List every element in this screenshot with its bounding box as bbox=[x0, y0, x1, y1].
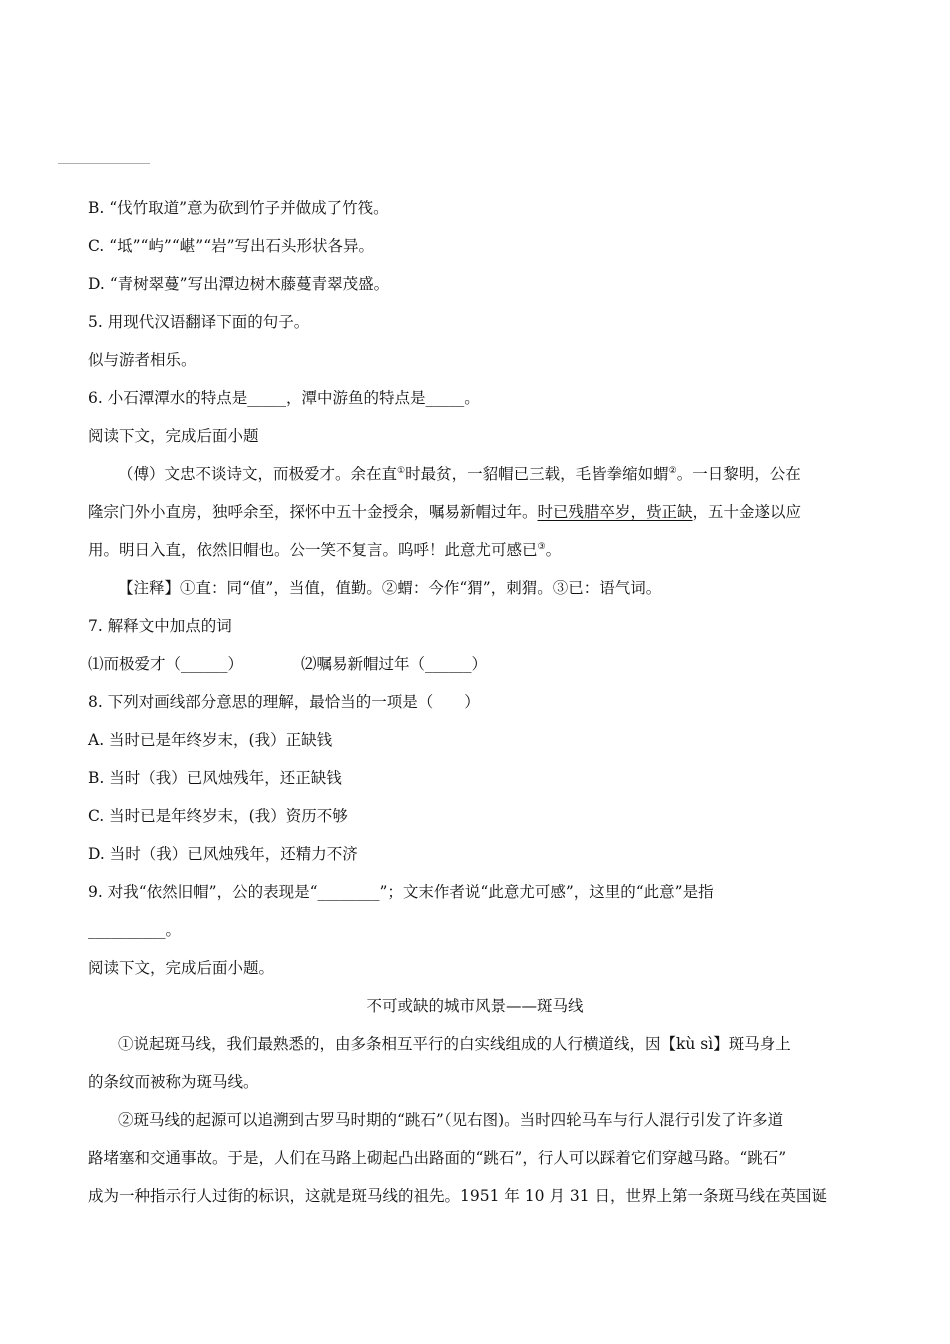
q8-option-a: A. 当时已是年终岁末，(我）正缺钱 bbox=[88, 731, 333, 749]
q8-option-c: C. 当时已是年终岁末，(我）资历不够 bbox=[88, 807, 348, 825]
section3-intro: 阅读下文，完成后面小题。 bbox=[88, 959, 275, 977]
q7-item-1: ⑴而极爱才（______） bbox=[88, 655, 244, 673]
article-p2-line-1: ②斑马线的起源可以追溯到古罗马时期的“跳石”（见右图)。当时四轮马车与行人混行引发了许多道 bbox=[118, 1111, 784, 1129]
annotation-notes: 【注释】①直：同“值”，当值，值勤。②蝟：今作“猬”，刺猬。③已：语气词。 bbox=[118, 579, 662, 597]
q7-items bbox=[88, 657, 487, 673]
q8-option-b: B. 当时（我）已风烛残年，还正缺钱 bbox=[88, 769, 342, 787]
header-rule bbox=[58, 163, 150, 164]
q4-option-c: C. “坻”“屿”“嵁”“岩”写出石头形状各异。 bbox=[88, 237, 375, 255]
classical-text-line-1 bbox=[118, 467, 801, 483]
article-p2-line-3: 成为一种指示行人过街的标识，这就是斑马线的祖先。1951 年 10 月 31 日，世界上第一条斑马线在英国诞 bbox=[88, 1187, 828, 1205]
classical-text-line-2 bbox=[88, 505, 801, 521]
q7-item-2: ⑵嘱易新帽过年（______） bbox=[301, 655, 488, 673]
text-span: 时最贫，一貂帽已三载，毛皆拳缩如蝟 bbox=[405, 465, 669, 483]
q7-prompt: 7. 解释文中加点的词 bbox=[88, 617, 232, 635]
article-p1-line-2: 的条纹而被称为斑马线。 bbox=[88, 1073, 259, 1091]
q9-line-2: __________。 bbox=[88, 921, 182, 939]
classical-text-line-3 bbox=[88, 543, 561, 559]
text-span: 隆宗门外小直房，独呼余至，探怀中五十金授余，嘱易新帽过年。 bbox=[88, 503, 538, 521]
text-span: 用。明日入直，依然旧帽也。公一笑不复言。呜呼！此意尤可感已 bbox=[88, 541, 538, 559]
section2-intro: 阅读下文，完成后面小题 bbox=[88, 427, 259, 445]
text-span: （傅）文忠不谈诗文，而极爱才。余在直 bbox=[118, 465, 398, 483]
q4-option-b: B. “伐竹取道”意为砍到竹子并做成了竹筏。 bbox=[88, 199, 389, 217]
q9-line-1: 9. 对我“依然旧帽”，公的表现是“________”；文末作者说“此意尤可感”，这里的“此意”是指 bbox=[88, 883, 714, 901]
underlined-phrase: 时已残腊卒岁，赀正缺 bbox=[537, 503, 693, 521]
text-span: ，五十金遂以应 bbox=[692, 503, 802, 521]
text-span: 。一日黎明，公在 bbox=[676, 465, 801, 483]
q8-prompt: 8. 下列对画线部分意思的理解，最恰当的一项是（ ） bbox=[88, 693, 480, 711]
q5-sentence: 似与游者相乐。 bbox=[88, 351, 197, 369]
q4-option-d: D. “青树翠蔓”写出潭边树木藤蔓青翠茂盛。 bbox=[88, 275, 390, 293]
article-title: 不可或缺的城市风景——斑马线 bbox=[366, 997, 584, 1015]
footnote-ref-1: ① bbox=[397, 466, 406, 476]
q6-question: 6. 小石潭潭水的特点是_____，潭中游鱼的特点是_____。 bbox=[88, 389, 480, 407]
q8-option-d: D. 当时（我）已风烛残年，还精力不济 bbox=[88, 845, 358, 863]
footnote-ref-2: ② bbox=[668, 466, 677, 476]
article-p2-line-2: 路堵塞和交通事故。于是，人们在马路上砌起凸出路面的“跳石”，行人可以踩着它们穿越马路。“跳石” bbox=[88, 1149, 787, 1167]
text-span: 。 bbox=[545, 541, 562, 559]
q5-prompt: 5. 用现代汉语翻译下面的句子。 bbox=[88, 313, 310, 331]
footnote-ref-3: ③ bbox=[537, 542, 546, 552]
article-p1-line-1: ①说起斑马线，我们最熟悉的，由多条相互平行的白实线组成的人行横道线，因【kù sì】斑马身上 bbox=[118, 1035, 791, 1053]
